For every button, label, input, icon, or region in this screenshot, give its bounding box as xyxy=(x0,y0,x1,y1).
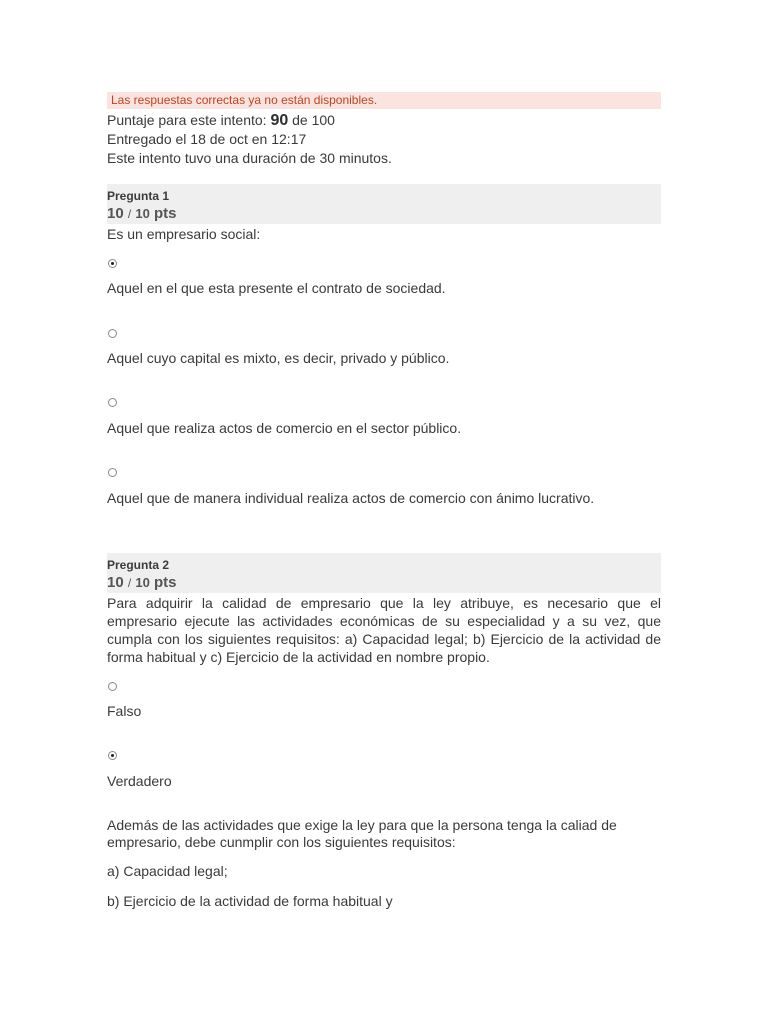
score-value: 90 xyxy=(270,112,289,129)
answer-option-label: Verdadero xyxy=(107,773,172,789)
feedback-item: a) Capacidad legal; xyxy=(107,863,228,879)
points-earned: 10 xyxy=(107,574,124,591)
answers-unavailable-banner: Las respuestas correctas ya no están disponibles. xyxy=(107,92,661,109)
submitted-line: Entregado el 18 de oct en 12:17 xyxy=(107,131,307,147)
question-text: Es un empresario social: xyxy=(107,226,261,242)
score-prefix: Puntaje para este intento: xyxy=(107,112,267,128)
question-header xyxy=(107,184,661,224)
radio-button[interactable] xyxy=(108,329,117,338)
answer-option-label: Aquel en el que esta presente el contrato de sociedad. xyxy=(107,280,446,296)
feedback-intro: Además de las actividades que exige la ley para que la persona tenga la caliad de empresario, debe cunmplir con los siguientes requisitos: xyxy=(107,817,617,850)
question-text: Para adquirir la calidad de empresario que la ley atribuye, es necesario que el empresario ejecute las actividades económicas de su especialidad y a su vez, que cumpla con los siguientes requisitos: a) Capacidad legal; b) Ejercicio de la actividad de forma habitual y c) Ejercicio de la actividad en nombre propio. xyxy=(107,595,661,665)
radio-button[interactable] xyxy=(108,398,117,407)
answer-option-label: Aquel que realiza actos de comercio en el sector público. xyxy=(107,420,462,436)
points-unit: pts xyxy=(154,574,177,591)
answer-option-label: Falso xyxy=(107,703,142,719)
points-earned: 10 xyxy=(107,205,124,222)
radio-button[interactable] xyxy=(108,259,117,268)
radio-button[interactable] xyxy=(108,468,117,477)
radio-button[interactable] xyxy=(108,751,117,760)
question-title: Pregunta 2 xyxy=(107,558,170,572)
points-separator: / xyxy=(127,576,132,590)
duration-line: Este intento tuvo una duración de 30 minutos. xyxy=(107,150,392,166)
attempt-summary xyxy=(107,111,392,168)
points-separator: / xyxy=(127,207,132,221)
points-total: 10 xyxy=(135,575,150,590)
question-header xyxy=(107,553,661,593)
feedback-item: b) Ejercicio de la actividad de forma habitual y xyxy=(107,893,393,909)
radio-button[interactable] xyxy=(108,682,117,691)
score-line xyxy=(107,111,392,130)
question-title: Pregunta 1 xyxy=(107,189,170,203)
points-unit: pts xyxy=(154,205,177,222)
score-suffix: de 100 xyxy=(292,112,335,128)
answer-option-label: Aquel que de manera individual realiza actos de comercio con ánimo lucrativo. xyxy=(107,490,595,506)
question-points xyxy=(107,574,177,591)
points-total: 10 xyxy=(135,206,150,221)
question-points xyxy=(107,205,177,222)
answer-option-label: Aquel cuyo capital es mixto, es decir, privado y público. xyxy=(107,350,450,366)
